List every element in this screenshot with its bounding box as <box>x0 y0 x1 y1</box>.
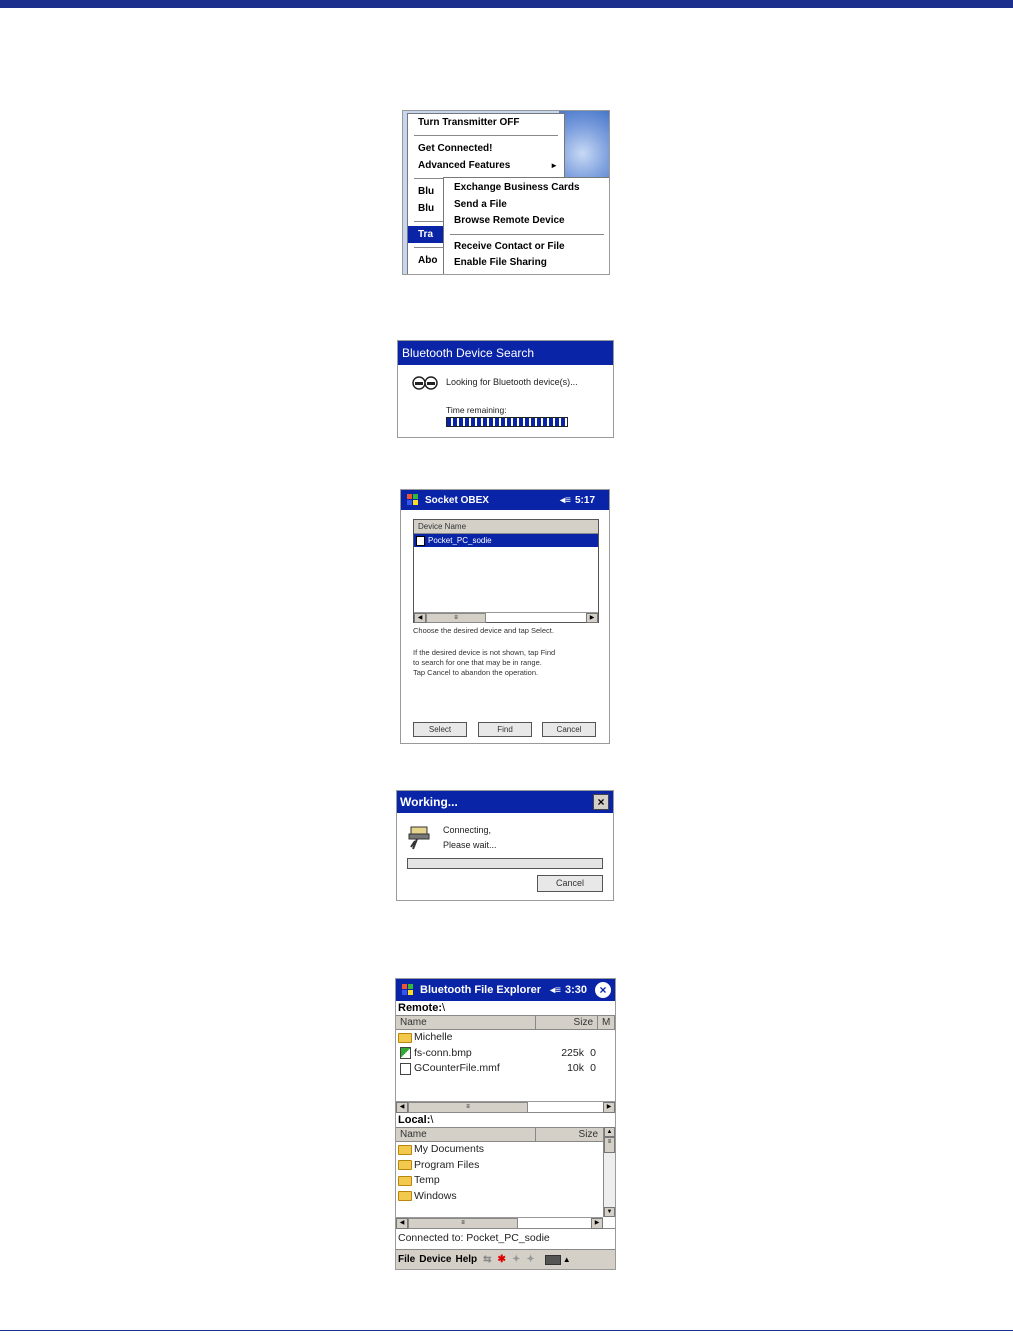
app-title: Bluetooth File Explorer <box>420 984 542 996</box>
local-path: \ <box>430 1114 434 1126</box>
clock: 5:17 <box>574 494 595 506</box>
transfer-icon[interactable]: ⇆ <box>483 1254 492 1265</box>
scroll-thumb[interactable]: ≡ <box>604 1137 615 1153</box>
col-name[interactable]: Name <box>396 1016 536 1029</box>
scroll-thumb[interactable]: ≡ <box>426 613 486 623</box>
windows-flag-icon[interactable] <box>400 982 416 998</box>
local-row-temp[interactable] <box>396 1173 615 1189</box>
instruction-text: Choose the desired device and tap Select. <box>413 626 554 635</box>
cancel-button[interactable]: Cancel <box>537 875 603 892</box>
menu-item-label: Advanced Features <box>418 160 511 171</box>
help-line-2: to search for one that may be in range. <box>413 658 542 667</box>
remote-column-headers <box>396 1015 615 1030</box>
please-wait-text: Please wait... <box>443 840 497 850</box>
file-explorer-screen <box>395 978 616 1270</box>
col-modified[interactable]: M <box>598 1016 615 1029</box>
menu-help[interactable]: Help <box>455 1254 478 1265</box>
remote-path: \ <box>442 1002 446 1014</box>
command-bar <box>396 1249 615 1269</box>
menu-separator <box>414 135 558 136</box>
folder-icon <box>398 1033 412 1043</box>
local-file-list[interactable] <box>396 1127 615 1229</box>
file-size: 225k <box>561 1046 584 1059</box>
file-modified: 0 <box>590 1062 596 1075</box>
device-name: Pocket_PC_sodie <box>428 536 492 545</box>
binoculars-icon <box>412 375 438 391</box>
local-vertical-scrollbar[interactable] <box>603 1127 615 1217</box>
scroll-up-arrow[interactable]: ▲ <box>604 1127 615 1137</box>
file-name: GCounterFile.mmf <box>414 1062 500 1075</box>
time-remaining-progress <box>446 417 568 427</box>
file-size: 10k <box>567 1062 584 1075</box>
column-device-name[interactable]: Device Name <box>414 520 598 534</box>
file-name: Michelle <box>414 1031 453 1044</box>
help-line-1: If the desired device is not shown, tap Find <box>413 648 556 657</box>
local-path-label <box>396 1113 615 1127</box>
scroll-right-arrow[interactable]: ▶ <box>591 1218 603 1229</box>
tool-icon-2[interactable]: ✦ <box>526 1254 535 1265</box>
header-rule <box>0 0 1013 8</box>
submenu-item-browse-remote-device[interactable]: Browse Remote Device <box>454 215 565 226</box>
dialog-title-bar <box>397 791 613 813</box>
menu-file[interactable]: File <box>398 1254 416 1265</box>
scroll-left-arrow[interactable]: ◀ <box>396 1102 408 1113</box>
device-search-dialog <box>397 340 614 438</box>
folder-name: My Documents <box>414 1143 485 1156</box>
scroll-right-arrow[interactable]: ▶ <box>586 613 598 623</box>
local-horizontal-scrollbar[interactable] <box>396 1217 603 1228</box>
file-modified: 0 <box>590 1046 596 1059</box>
footer-rule <box>0 1330 1013 1331</box>
remote-row-gcounter[interactable] <box>396 1061 615 1077</box>
scroll-right-arrow[interactable]: ▶ <box>603 1102 615 1113</box>
submenu-item-receive-contact-or-file[interactable]: Receive Contact or File <box>454 240 565 252</box>
horizontal-scrollbar[interactable] <box>414 612 598 622</box>
scroll-thumb[interactable]: ≡ <box>408 1102 528 1113</box>
advanced-submenu <box>443 177 610 275</box>
device-list[interactable] <box>413 519 599 623</box>
menu-item-get-connected[interactable]: Get Connected! <box>418 143 493 154</box>
folder-name: Windows <box>414 1189 457 1202</box>
disconnect-icon[interactable]: ✱ <box>497 1254 506 1265</box>
submenu-item-exchange-business-cards[interactable]: Exchange Business Cards <box>454 182 580 193</box>
col-size[interactable]: Size <box>578 1129 598 1140</box>
folder-icon <box>398 1160 412 1170</box>
close-circle-icon[interactable]: × <box>595 982 611 998</box>
local-row-program-files[interactable] <box>396 1158 615 1174</box>
arrow-right-icon: ► <box>550 161 558 170</box>
folder-name: Program Files <box>414 1158 480 1171</box>
menu-item-bluetooth-2[interactable]: Blu <box>418 203 435 214</box>
find-button[interactable]: Find <box>478 722 532 737</box>
folder-icon <box>398 1176 412 1186</box>
menu-item-bluetooth-1[interactable]: Blu <box>418 186 435 197</box>
scroll-left-arrow[interactable]: ◀ <box>396 1218 408 1229</box>
remote-row-fs-conn[interactable] <box>396 1046 615 1062</box>
bitmap-file-icon <box>400 1047 411 1059</box>
dialog-title: Bluetooth Device Search <box>398 341 613 365</box>
keyboard-icon[interactable] <box>545 1255 561 1265</box>
local-column-headers <box>396 1127 603 1142</box>
menu-item-about[interactable]: Abo <box>418 255 438 266</box>
search-message: Looking for Bluetooth device(s)... <box>446 377 578 387</box>
remote-row-michelle[interactable] <box>396 1030 615 1046</box>
app-title: Socket OBEX <box>425 494 489 506</box>
col-size[interactable]: Size <box>536 1016 598 1029</box>
local-label: Local: <box>398 1114 431 1126</box>
dialog-title: Working... <box>400 795 458 809</box>
menu-item-transmitter-highlighted[interactable]: Tra <box>408 226 564 243</box>
file-name: fs-conn.bmp <box>414 1046 472 1059</box>
menu-item-turn-transmitter-off[interactable]: Turn Transmitter OFF <box>418 117 520 128</box>
menu-separator <box>450 234 604 235</box>
local-row-my-documents[interactable] <box>396 1142 615 1158</box>
tool-icon-1[interactable]: ✦ <box>511 1254 521 1265</box>
select-button[interactable]: Select <box>413 722 467 737</box>
speaker-icon[interactable]: ◂≡ <box>560 494 571 506</box>
working-dialog <box>396 790 614 901</box>
input-panel-arrow-icon[interactable]: ▲ <box>562 1255 571 1264</box>
remote-horizontal-scrollbar[interactable] <box>396 1101 615 1112</box>
submenu-item-send-a-file[interactable]: Send a File <box>454 198 507 210</box>
bluetooth-menu-screenshot <box>402 110 610 275</box>
menu-item-advanced-features[interactable] <box>408 157 564 174</box>
scroll-down-arrow[interactable]: ▼ <box>604 1207 615 1217</box>
scroll-thumb[interactable]: ≡ <box>408 1218 518 1229</box>
file-icon <box>400 1063 411 1075</box>
submenu-item-enable-file-sharing[interactable]: Enable File Sharing <box>454 257 547 268</box>
folder-name: Temp <box>414 1174 440 1187</box>
remote-label: Remote: <box>398 1002 443 1014</box>
device-row-selected[interactable] <box>414 534 598 547</box>
time-remaining-label: Time remaining: <box>446 405 507 415</box>
clock: 3:30 <box>564 984 587 996</box>
device-icon <box>416 536 425 546</box>
connection-status: Connected to: Pocket_PC_sodie <box>398 1232 550 1244</box>
remote-file-list[interactable] <box>396 1015 615 1113</box>
connecting-icon <box>407 825 431 851</box>
close-icon[interactable]: × <box>593 794 609 810</box>
cancel-button[interactable]: Cancel <box>542 722 596 737</box>
socket-obex-screen <box>400 489 610 744</box>
title-bar <box>396 979 615 1001</box>
help-line-3: Tap Cancel to abandon the operation. <box>413 668 539 677</box>
connect-progress-bar <box>407 858 603 869</box>
folder-icon <box>398 1145 412 1155</box>
title-bar <box>401 490 609 510</box>
remote-path-label <box>396 1001 615 1015</box>
local-row-windows[interactable] <box>396 1189 615 1205</box>
speaker-icon[interactable]: ◂≡ <box>550 984 561 996</box>
connecting-text: Connecting, <box>443 825 492 835</box>
scroll-left-arrow[interactable]: ◀ <box>414 613 426 623</box>
windows-flag-icon[interactable] <box>405 492 421 508</box>
folder-icon <box>398 1191 412 1201</box>
col-name[interactable]: Name <box>396 1128 536 1141</box>
menu-device[interactable]: Device <box>419 1254 452 1265</box>
